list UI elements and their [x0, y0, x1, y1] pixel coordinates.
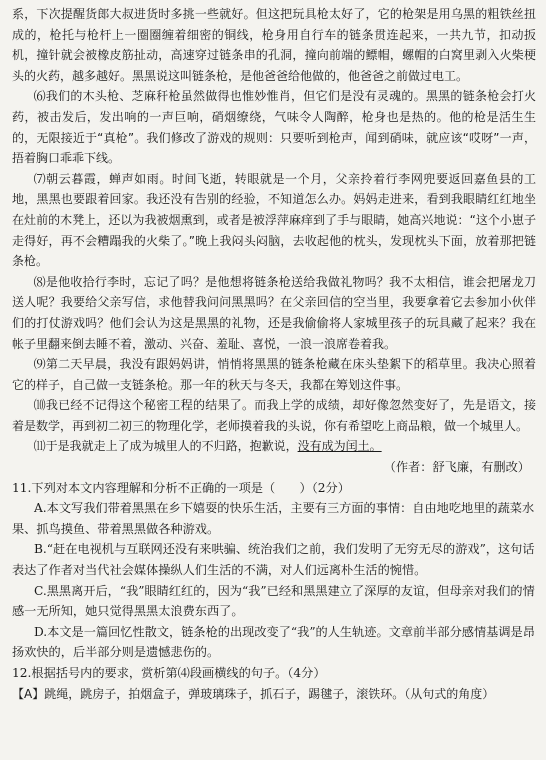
question-11-option-a: A.本文写我们带着黑黑在乡下嬉耍的快乐生活，主要有三方面的事情：自由地吃地里的蔬菜水果、抓鸟摸鱼、带着黑黑做各种游戏。 — [12, 501, 535, 536]
passage-paragraph-8: ⑻是他收拾行李时，忘记了吗？是他想将链条枪送给我做礼物吗？我不太相信，谁会把屠龙刀送人呢？我要给父亲写信，求他替我问问黑黑吗？在父亲回信的空当里，我要拿着它去参加小伙伴们的打仗游戏吗？他们会认为这是黑黑的礼物，还是我偷偷将人家城里孩子的玩具藏了起来？我在帐子里翻来倒去睡不着，激动、兴奋、羞耻、喜悦，一浪一浪席卷着我。 — [12, 274, 536, 351]
question-11-option-b: B.“赶在电视机与互联网还没有来哄骗、统治我们之前，我们发明了无穷无尽的游戏”，这句话表达了作者对当代社会媒体操纵人们生活的不满，对人们远离朴生活的惋惜。 — [12, 542, 535, 578]
question-11-option-c: C.黑黑离开后，“我”眼睛红红的，因为“我”已经和黑黑建立了深厚的友谊，但母亲对我们的情感一无所知，她只觉得黑黑太浪费东西了。 — [12, 583, 535, 619]
passage-paragraph-6: ⑹我们的木头枪、芝麻秆枪虽然做得也惟妙惟肖，但它们是没有灵魂的。黑黑的链条枪会打火药，被击发后，发出响的一声巨响，硝烟缭绕，气味令人陶醉，枪身也是热的。他的枪是活生生的，无限接近于“真枪”。我们修改了游戏的规则：只要听到枪声，闻到硝味，就应该“哎呀”一声，捂着胸口乖乖下线。 — [12, 89, 536, 166]
question-12-stem: 12.根据括号内的要求，赏析第⑷段画横线的句子。（4分） — [12, 666, 326, 680]
paragraph-11-text: ⑾于是我就走上了成为城里人的不归路，抱歉说， — [33, 439, 298, 454]
question-11-option-d: D.本文是一篇回忆性散文，链条枪的出现改变了“我”的人生轨迹。文章前半部分感情基调是昂扬欢快的，后半部分则是遗憾悲伤的。 — [12, 624, 535, 660]
question-11-stem: 11.下列对本文内容理解和分析不正确的一项是（ ）（2分） — [12, 480, 350, 495]
author-credit: （作者：舒飞廉，有删改） — [383, 460, 530, 475]
question-12-item-a: 【A】跳绳，跳房子，拍烟盒子，弹玻璃珠子，抓石子，踢毽子，滚铁环。（从句式的角度） — [12, 686, 495, 701]
passage-paragraph-continued: 系，下次提醒货郎大叔进货时多挑一些就好。但这把玩具枪太好了，它的枪架是用乌黑的粗铁丝扭成的，枪托与枪杆上一圈圈缠着细密的铜线，枪身用自行车的链条贯连起来，一共九节，扣动扳机，撞针就会被橡皮筋扯动，高速穿过链条串的孔洞，撞向前端的鳔帽，螺帽的白窝里剥入火柴梗头的火药，越多越好。黑黑说这叫链条枪，是他爸爸给他做的，他爸爸之前做过电工。 — [12, 7, 536, 83]
passage-paragraph-11 — [12, 436, 536, 457]
underlined-sentence: 没有成为闰土。 — [297, 439, 382, 454]
passage-paragraph-7: ⑺朝云暮霞，蝉声如雨。时间飞逝，转眼就是一个月，父亲拎着行李网兜要返回嘉鱼县的工地，黑黑也要跟着回家。我还没有告别的经验，不知道怎么办。妈妈走进来，看到我眼睛红红地坐在灶前的木凳上，还以为我被烟熏到，或者是被浮萍麻痒到了手与眼睛，她高兴地说：“这个小崽子走得好，再不会糟蹋我的火柴了。”晚上我闷头闷脑，去收起他的枕头，发现枕头下面，放着那把链条枪。 — [12, 171, 536, 269]
passage-paragraph-10: ⑽我已经不记得这个秘密工程的结果了。而我上学的成绩，却好像忽然变好了，先是语文，接着是数学，再到初二初三的物理化学，老师摸着我的头说，你有希望吃上商品粮，做一个城里人。 — [12, 398, 536, 433]
passage-paragraph-9: ⑼第二天早晨，我没有跟妈妈讲，悄悄将黑黑的链条枪藏在床头垫絮下的稻草里。我决心照着它的样子，自己做一支链条枪。那一年的秋天与冬天，我都在筹划这件事。 — [12, 357, 536, 392]
